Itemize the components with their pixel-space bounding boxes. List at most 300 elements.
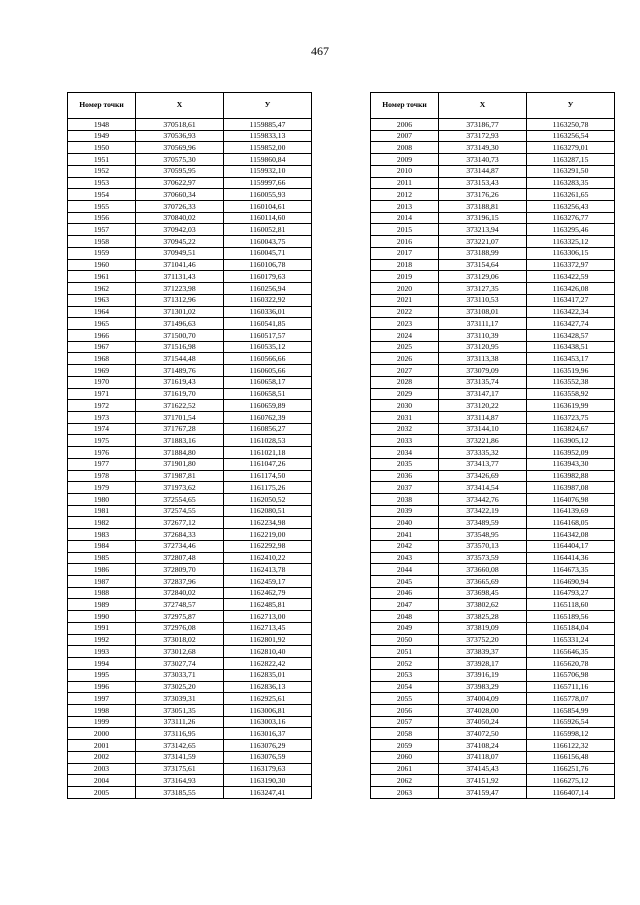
y-cell: 1164168,05: [527, 517, 615, 529]
x-cell: 373012,68: [136, 646, 224, 658]
point-number-cell: 1964: [68, 306, 136, 318]
x-cell: 373111,26: [136, 716, 224, 728]
y-cell: 1160322,92: [224, 294, 312, 306]
y-cell: 1162801,92: [224, 634, 312, 646]
x-cell: 370945,22: [136, 236, 224, 248]
table-row: [371, 294, 615, 306]
x-cell: 373153,43: [439, 177, 527, 189]
point-number-cell: 2032: [371, 423, 439, 435]
point-number-cell: 1990: [68, 611, 136, 623]
y-cell: 1160055,93: [224, 189, 312, 201]
y-cell: 1166122,32: [527, 740, 615, 752]
point-number-cell: 2007: [371, 130, 439, 142]
x-cell: 373660,08: [439, 564, 527, 576]
y-cell: 1165706,98: [527, 669, 615, 681]
table-row: [68, 259, 312, 271]
x-cell: 371701,54: [136, 411, 224, 423]
point-number-cell: 2033: [371, 435, 439, 447]
table-row: [371, 165, 615, 177]
y-cell: 1163619,99: [527, 400, 615, 412]
point-number-cell: 1958: [68, 236, 136, 248]
y-cell: 1163287,15: [527, 154, 615, 166]
point-number-cell: 1968: [68, 353, 136, 365]
table-row: [371, 212, 615, 224]
table-row: [68, 740, 312, 752]
point-number-cell: 1991: [68, 622, 136, 634]
x-cell: 372840,02: [136, 587, 224, 599]
y-cell: 1160605,66: [224, 365, 312, 377]
x-cell: 371223,98: [136, 283, 224, 295]
y-cell: 1163453,17: [527, 353, 615, 365]
point-number-cell: 2035: [371, 458, 439, 470]
x-cell: 373141,59: [136, 751, 224, 763]
y-cell: 1165646,35: [527, 646, 615, 658]
table-row: [371, 119, 615, 131]
table-row: [68, 505, 312, 517]
point-number-cell: 2029: [371, 388, 439, 400]
table-row: [371, 505, 615, 517]
table-row: [371, 329, 615, 341]
x-cell: 373188,81: [439, 201, 527, 213]
x-cell: 373113,38: [439, 353, 527, 365]
point-number-cell: 2019: [371, 271, 439, 283]
y-cell: 1163279,01: [527, 142, 615, 154]
table-row: [371, 283, 615, 295]
y-cell: 1163428,57: [527, 329, 615, 341]
point-number-cell: 1963: [68, 294, 136, 306]
x-cell: 371131,43: [136, 271, 224, 283]
x-cell: 372684,33: [136, 529, 224, 541]
point-number-cell: 2046: [371, 587, 439, 599]
x-cell: 373802,62: [439, 599, 527, 611]
x-cell: 370660,34: [136, 189, 224, 201]
y-cell: 1160104,61: [224, 201, 312, 213]
table-row: [68, 224, 312, 236]
table-row: [371, 388, 615, 400]
x-cell: 370518,61: [136, 119, 224, 131]
table-row: [68, 704, 312, 716]
point-number-cell: 1953: [68, 177, 136, 189]
y-cell: 1164139,69: [527, 505, 615, 517]
y-cell: 1159860,84: [224, 154, 312, 166]
y-cell: 1166275,12: [527, 775, 615, 787]
table-row: [371, 423, 615, 435]
x-cell: 372807,48: [136, 552, 224, 564]
x-cell: 373983,29: [439, 681, 527, 693]
y-cell: 1166156,48: [527, 751, 615, 763]
y-cell: 1162234,98: [224, 517, 312, 529]
table-row: [371, 259, 615, 271]
y-cell: 1160336,01: [224, 306, 312, 318]
x-cell: 371619,70: [136, 388, 224, 400]
point-number-cell: 2040: [371, 517, 439, 529]
y-cell: 1161021,18: [224, 447, 312, 459]
point-number-cell: 1951: [68, 154, 136, 166]
x-cell: 373548,95: [439, 529, 527, 541]
y-cell: 1162925,61: [224, 693, 312, 705]
y-cell: 1159997,66: [224, 177, 312, 189]
y-cell: 1163952,09: [527, 447, 615, 459]
x-cell: 373144,10: [439, 423, 527, 435]
table-row: [68, 411, 312, 423]
table-row: [68, 177, 312, 189]
table-row: [68, 435, 312, 447]
y-cell: 1160762,39: [224, 411, 312, 423]
y-cell: 1163905,12: [527, 435, 615, 447]
header-x: X: [439, 93, 527, 119]
table-row: [371, 271, 615, 283]
y-cell: 1165711,16: [527, 681, 615, 693]
table-row: [68, 283, 312, 295]
table-row: [371, 529, 615, 541]
table-row: [68, 658, 312, 670]
point-number-cell: 1962: [68, 283, 136, 295]
point-number-cell: 2062: [371, 775, 439, 787]
x-cell: 373752,20: [439, 634, 527, 646]
header-point-number: Номер точки: [68, 93, 136, 119]
table-row: [371, 411, 615, 423]
x-cell: 374028,00: [439, 704, 527, 716]
coordinates-table-right: [370, 92, 615, 799]
table-row: [371, 564, 615, 576]
point-number-cell: 1976: [68, 447, 136, 459]
x-cell: 373135,74: [439, 376, 527, 388]
y-cell: 1159833,13: [224, 130, 312, 142]
x-cell: 371622,52: [136, 400, 224, 412]
y-cell: 1163256,54: [527, 130, 615, 142]
y-cell: 1163076,59: [224, 751, 312, 763]
x-cell: 371500,70: [136, 329, 224, 341]
point-number-cell: 2012: [371, 189, 439, 201]
table-row: [68, 576, 312, 588]
table-row: [68, 212, 312, 224]
point-number-cell: 2015: [371, 224, 439, 236]
point-number-cell: 1988: [68, 587, 136, 599]
table-row: [371, 646, 615, 658]
y-cell: 1163426,08: [527, 283, 615, 295]
x-cell: 372975,87: [136, 611, 224, 623]
table-row: [68, 388, 312, 400]
point-number-cell: 1961: [68, 271, 136, 283]
point-number-cell: 1996: [68, 681, 136, 693]
y-cell: 1160541,85: [224, 318, 312, 330]
point-number-cell: 1986: [68, 564, 136, 576]
x-cell: 373110,39: [439, 329, 527, 341]
point-number-cell: 1965: [68, 318, 136, 330]
point-number-cell: 2038: [371, 494, 439, 506]
x-cell: 373414,54: [439, 482, 527, 494]
x-cell: 370595,95: [136, 165, 224, 177]
point-number-cell: 2023: [371, 318, 439, 330]
y-cell: 1164076,98: [527, 494, 615, 506]
point-number-cell: 2024: [371, 329, 439, 341]
y-cell: 1160052,81: [224, 224, 312, 236]
table-row: [68, 130, 312, 142]
table-row: [371, 400, 615, 412]
point-number-cell: 2053: [371, 669, 439, 681]
x-cell: 373489,59: [439, 517, 527, 529]
point-number-cell: 2057: [371, 716, 439, 728]
x-cell: 373018,02: [136, 634, 224, 646]
table-row: [371, 458, 615, 470]
table-row: [371, 540, 615, 552]
y-cell: 1163824,67: [527, 423, 615, 435]
y-cell: 1163987,08: [527, 482, 615, 494]
point-number-cell: 2027: [371, 365, 439, 377]
point-number-cell: 1952: [68, 165, 136, 177]
y-cell: 1164673,35: [527, 564, 615, 576]
y-cell: 1160535,12: [224, 341, 312, 353]
x-cell: 373175,61: [136, 763, 224, 775]
point-number-cell: 1975: [68, 435, 136, 447]
table-row: [371, 704, 615, 716]
table-row: [68, 482, 312, 494]
table-row: [68, 365, 312, 377]
point-number-cell: 2025: [371, 341, 439, 353]
x-cell: 373116,95: [136, 728, 224, 740]
table-row: [68, 458, 312, 470]
coordinates-table-left: [67, 92, 312, 799]
table-row: [68, 400, 312, 412]
x-cell: 371489,76: [136, 365, 224, 377]
table-row: [68, 165, 312, 177]
table-row: [371, 786, 615, 798]
table-row: [371, 693, 615, 705]
x-cell: 373079,09: [439, 365, 527, 377]
point-number-cell: 2010: [371, 165, 439, 177]
table-row: [68, 552, 312, 564]
point-number-cell: 2016: [371, 236, 439, 248]
y-cell: 1163295,46: [527, 224, 615, 236]
point-number-cell: 1983: [68, 529, 136, 541]
table-row: [68, 306, 312, 318]
table-row: [68, 189, 312, 201]
table-row: [68, 763, 312, 775]
table-row: [68, 622, 312, 634]
x-cell: 373172,93: [439, 130, 527, 142]
y-cell: 1162292,98: [224, 540, 312, 552]
x-cell: 373114,87: [439, 411, 527, 423]
x-cell: 374108,24: [439, 740, 527, 752]
table-row: [68, 529, 312, 541]
x-cell: 373196,15: [439, 212, 527, 224]
point-number-cell: 2048: [371, 611, 439, 623]
table-row: [68, 587, 312, 599]
y-cell: 1162835,01: [224, 669, 312, 681]
y-cell: 1159852,00: [224, 142, 312, 154]
y-cell: 1166251,76: [527, 763, 615, 775]
y-cell: 1163372,97: [527, 259, 615, 271]
table-row: [68, 634, 312, 646]
table-row: [68, 775, 312, 787]
point-number-cell: 1974: [68, 423, 136, 435]
point-number-cell: 1993: [68, 646, 136, 658]
x-cell: 371901,80: [136, 458, 224, 470]
table-row: [68, 494, 312, 506]
point-number-cell: 2058: [371, 728, 439, 740]
y-cell: 1160256,94: [224, 283, 312, 295]
table-row: [371, 470, 615, 482]
x-cell: 373110,53: [439, 294, 527, 306]
x-cell: 371973,62: [136, 482, 224, 494]
point-number-cell: 1985: [68, 552, 136, 564]
x-cell: 371619,43: [136, 376, 224, 388]
point-number-cell: 2049: [371, 622, 439, 634]
table-row: [68, 786, 312, 798]
point-number-cell: 2006: [371, 119, 439, 131]
point-number-cell: 1999: [68, 716, 136, 728]
table-row: [68, 540, 312, 552]
y-cell: 1163179,63: [224, 763, 312, 775]
header-point-number: Номер точки: [371, 93, 439, 119]
point-number-cell: 1984: [68, 540, 136, 552]
table-row: [371, 681, 615, 693]
point-number-cell: 1959: [68, 247, 136, 259]
table-row: [371, 435, 615, 447]
table-row: [68, 669, 312, 681]
table-row: [371, 622, 615, 634]
point-number-cell: 2000: [68, 728, 136, 740]
point-number-cell: 2004: [68, 775, 136, 787]
table-row: [371, 775, 615, 787]
x-cell: 373185,55: [136, 786, 224, 798]
table-row: [371, 341, 615, 353]
point-number-cell: 1979: [68, 482, 136, 494]
point-number-cell: 2045: [371, 576, 439, 588]
y-cell: 1164404,17: [527, 540, 615, 552]
y-cell: 1165331,24: [527, 634, 615, 646]
table-row: [68, 751, 312, 763]
table-row: [68, 271, 312, 283]
x-cell: 373144,87: [439, 165, 527, 177]
x-cell: 373186,77: [439, 119, 527, 131]
y-cell: 1165778,07: [527, 693, 615, 705]
table-row: [371, 142, 615, 154]
table-row: [68, 447, 312, 459]
y-cell: 1165998,12: [527, 728, 615, 740]
table-row: [371, 587, 615, 599]
x-cell: 374118,07: [439, 751, 527, 763]
x-cell: 373825,28: [439, 611, 527, 623]
y-cell: 1163427,74: [527, 318, 615, 330]
table-row: [371, 494, 615, 506]
table-row: [68, 716, 312, 728]
point-number-cell: 2042: [371, 540, 439, 552]
table-row: [371, 306, 615, 318]
y-cell: 1160106,78: [224, 259, 312, 271]
point-number-cell: 1972: [68, 400, 136, 412]
point-number-cell: 2063: [371, 786, 439, 798]
x-cell: 371496,63: [136, 318, 224, 330]
y-cell: 1162810,40: [224, 646, 312, 658]
x-cell: 372734,46: [136, 540, 224, 552]
y-cell: 1161047,26: [224, 458, 312, 470]
point-number-cell: 2002: [68, 751, 136, 763]
x-cell: 373111,17: [439, 318, 527, 330]
point-number-cell: 2044: [371, 564, 439, 576]
page-number: 467: [311, 44, 329, 58]
x-cell: 370575,30: [136, 154, 224, 166]
point-number-cell: 2014: [371, 212, 439, 224]
point-number-cell: 2022: [371, 306, 439, 318]
y-cell: 1164793,27: [527, 587, 615, 599]
y-cell: 1162836,13: [224, 681, 312, 693]
point-number-cell: 1955: [68, 201, 136, 213]
y-cell: 1160659,89: [224, 400, 312, 412]
point-number-cell: 2036: [371, 470, 439, 482]
table-row: [68, 646, 312, 658]
point-number-cell: 2030: [371, 400, 439, 412]
table-row: [371, 154, 615, 166]
x-cell: 373335,32: [439, 447, 527, 459]
y-cell: 1164690,94: [527, 576, 615, 588]
x-cell: 371516,98: [136, 341, 224, 353]
x-cell: 373839,37: [439, 646, 527, 658]
table-row: [68, 376, 312, 388]
x-cell: 371987,81: [136, 470, 224, 482]
x-cell: 372554,65: [136, 494, 224, 506]
x-cell: 373164,93: [136, 775, 224, 787]
y-cell: 1163519,96: [527, 365, 615, 377]
y-cell: 1163422,34: [527, 306, 615, 318]
y-cell: 1162713,00: [224, 611, 312, 623]
point-number-cell: 2055: [371, 693, 439, 705]
point-number-cell: 2008: [371, 142, 439, 154]
point-number-cell: 2001: [68, 740, 136, 752]
point-number-cell: 2020: [371, 283, 439, 295]
y-cell: 1164414,36: [527, 552, 615, 564]
point-number-cell: 2013: [371, 201, 439, 213]
table-row: [68, 201, 312, 213]
x-cell: 373051,35: [136, 704, 224, 716]
table-row: [371, 247, 615, 259]
y-cell: 1163283,35: [527, 177, 615, 189]
y-cell: 1164342,08: [527, 529, 615, 541]
x-cell: 371041,46: [136, 259, 224, 271]
point-number-cell: 2054: [371, 681, 439, 693]
y-cell: 1162485,81: [224, 599, 312, 611]
table-row: [371, 482, 615, 494]
y-cell: 1165620,78: [527, 658, 615, 670]
x-cell: 373221,07: [439, 236, 527, 248]
table-row: [371, 224, 615, 236]
x-cell: 371312,96: [136, 294, 224, 306]
x-cell: 373698,45: [439, 587, 527, 599]
point-number-cell: 1981: [68, 505, 136, 517]
table-row: [371, 130, 615, 142]
y-cell: 1160566,66: [224, 353, 312, 365]
x-cell: 373129,06: [439, 271, 527, 283]
table-row: [68, 564, 312, 576]
y-cell: 1163250,78: [527, 119, 615, 131]
point-number-cell: 1994: [68, 658, 136, 670]
point-number-cell: 2060: [371, 751, 439, 763]
x-cell: 372837,96: [136, 576, 224, 588]
y-cell: 1163256,43: [527, 201, 615, 213]
x-cell: 372574,55: [136, 505, 224, 517]
table-row: [371, 517, 615, 529]
y-cell: 1163190,30: [224, 775, 312, 787]
table-row: [68, 341, 312, 353]
y-cell: 1165184,04: [527, 622, 615, 634]
y-cell: 1163306,15: [527, 247, 615, 259]
y-cell: 1163003,16: [224, 716, 312, 728]
y-cell: 1165854,99: [527, 704, 615, 716]
y-cell: 1161028,53: [224, 435, 312, 447]
x-cell: 373928,17: [439, 658, 527, 670]
y-cell: 1163291,50: [527, 165, 615, 177]
x-cell: 373027,74: [136, 658, 224, 670]
